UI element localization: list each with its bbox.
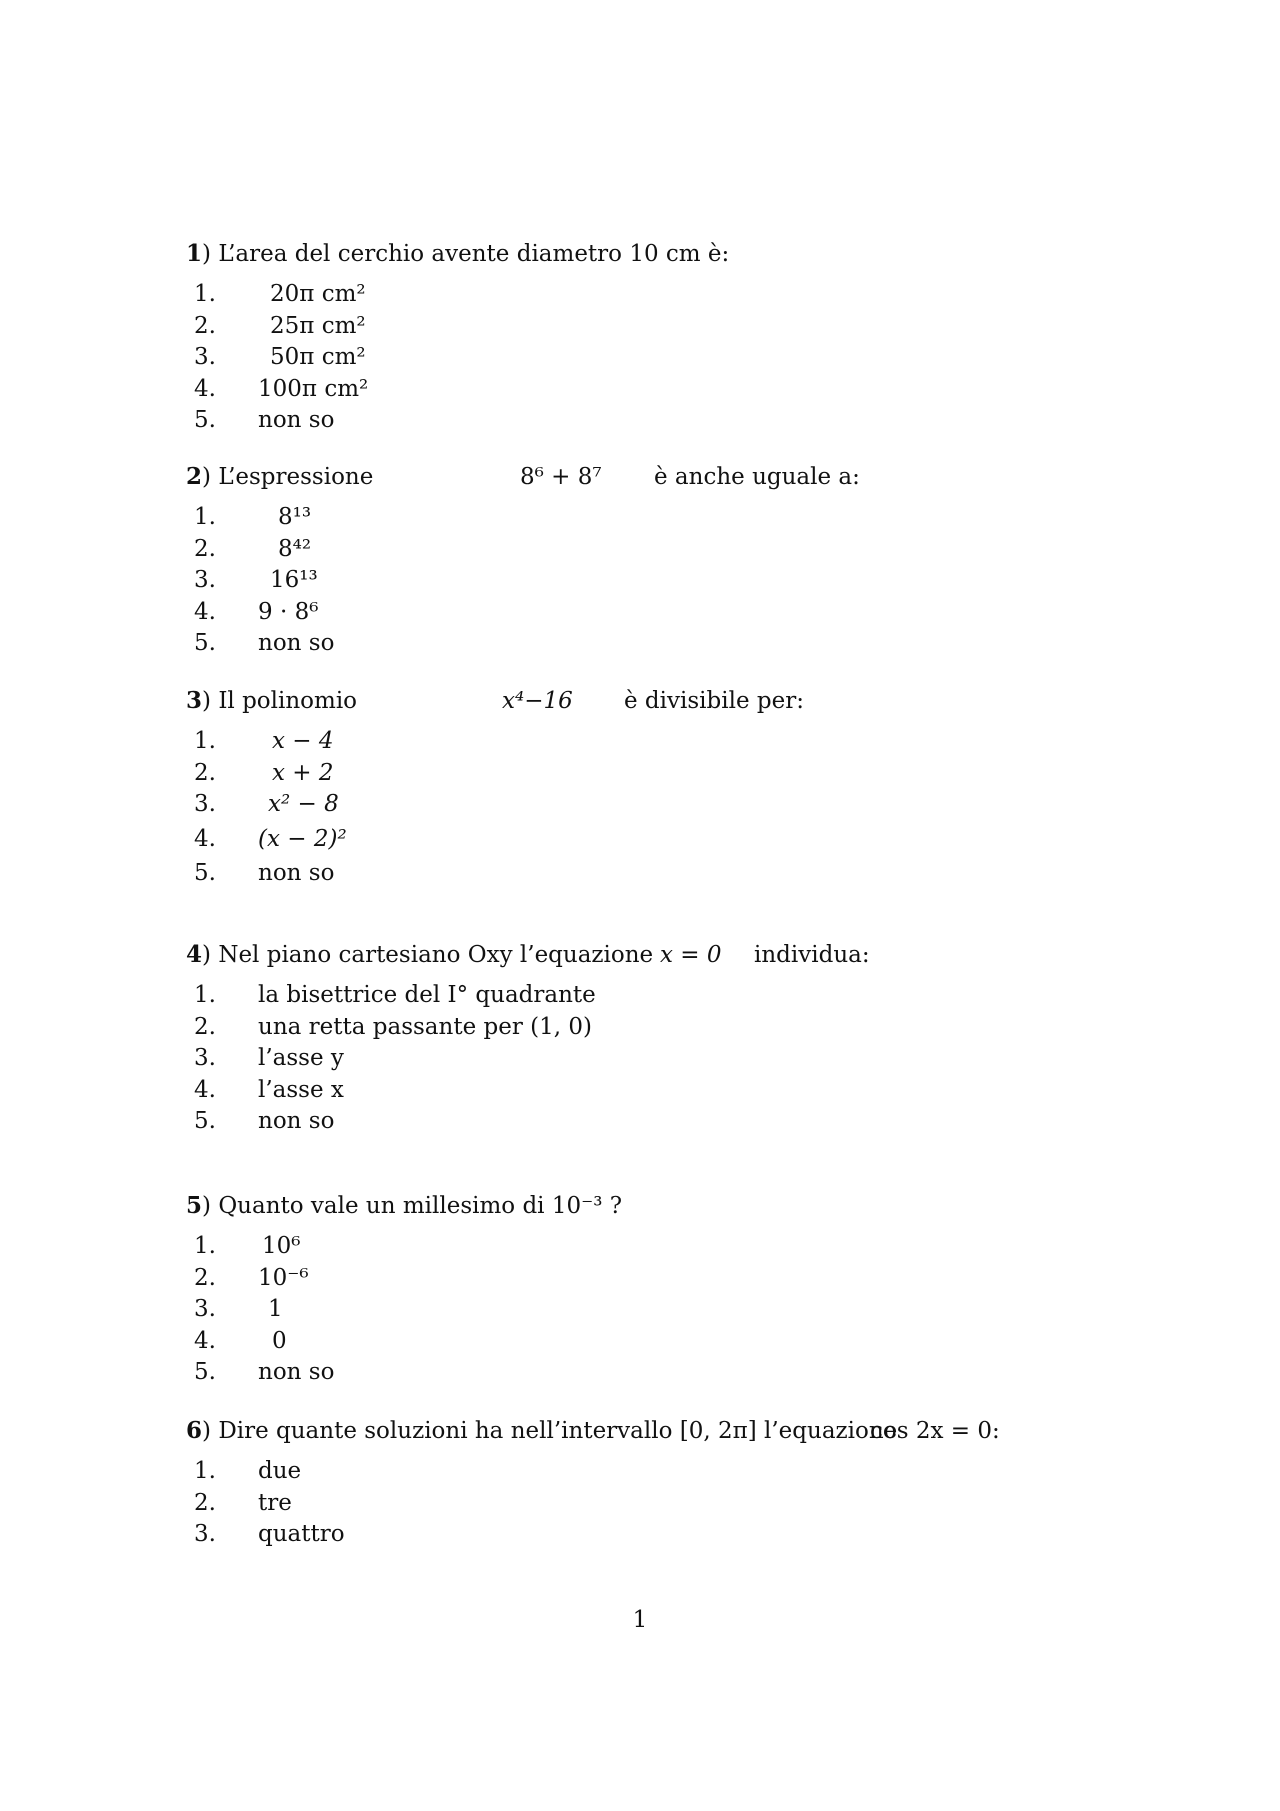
question-text: Quanto vale un millesimo di 10⁻³ ? <box>218 1193 623 1219</box>
option-list <box>186 726 1086 889</box>
question-number: 4 <box>186 941 203 968</box>
option-list <box>186 1231 1086 1389</box>
question-1 <box>186 237 1086 437</box>
question-text: L’area del cerchio avente diametro 10 cm è: <box>218 241 730 267</box>
option-item: 3. 1 <box>194 1296 283 1322</box>
option-item: 2. 10⁻⁶ <box>194 1264 309 1291</box>
option-item: 4. l’asse x <box>194 1076 344 1103</box>
question-6-stem: 6) Dire quante soluzioni ha nell’intervallo [0, 2π] l’equazione cos 2x = 0: <box>186 1414 1086 1448</box>
page-number: 1 <box>632 1607 648 1633</box>
question-text: Dire quante soluzioni ha nell’intervallo [0, 2π] l’equazione <box>218 1418 898 1444</box>
option-item: 1. 20π cm² <box>194 281 366 307</box>
option-item: 3. 50π cm² <box>194 344 366 370</box>
question-4-stem: 4) Nel piano cartesiano Oxy l’equazione x = 0 individua: <box>186 938 1086 972</box>
option-list <box>186 279 1086 437</box>
question-math: x⁴−16 <box>502 688 573 714</box>
option-item: 4. 9 · 8⁶ <box>194 598 319 625</box>
question-3-stem: 3) Il polinomio x⁴−16 è divisibile per: <box>186 684 1086 718</box>
question-text: L’espressione <box>218 464 374 490</box>
question-5 <box>186 1189 1086 1389</box>
question-2-stem: 2) L’espressione 8⁶ + 8⁷ è anche uguale a: <box>186 460 1086 494</box>
question-math: x = 0 <box>660 942 722 968</box>
question-4 <box>186 938 1086 1138</box>
question-math: 8⁶ + 8⁷ <box>520 464 602 490</box>
option-item: 1. la bisettrice del I° quadrante <box>194 982 596 1008</box>
option-item: 1. due <box>194 1458 302 1484</box>
option-item: 4. 0 <box>194 1327 287 1354</box>
option-item: 1. 8¹³ <box>194 504 312 530</box>
option-item: 3. 16¹³ <box>194 567 318 593</box>
question-text: Il polinomio <box>218 688 358 714</box>
option-item: 4. (x − 2)² <box>194 825 347 852</box>
question-number: 1 <box>186 240 203 267</box>
question-text-after: individua: <box>754 942 870 968</box>
option-list <box>186 980 1086 1138</box>
option-item: 2. 8⁴² <box>194 535 312 562</box>
option-item: 3. quattro <box>194 1521 345 1547</box>
option-list <box>186 502 1086 660</box>
question-text: Nel piano cartesiano Oxy l’equazione <box>218 942 654 968</box>
question-6 <box>186 1414 1086 1551</box>
question-text-after: è anche uguale a: <box>654 464 860 490</box>
option-item: 3. x² − 8 <box>194 791 339 817</box>
option-item: 2. x + 2 <box>194 759 334 786</box>
question-text-after: è divisibile per: <box>624 688 804 714</box>
question-3 <box>186 684 1086 889</box>
option-item: 5. non so <box>194 407 335 433</box>
option-item: 3. l’asse y <box>194 1045 344 1071</box>
question-1-stem: 1) L’area del cerchio avente diametro 10 cm è: <box>186 240 730 267</box>
option-item: 2. una retta passante per (1, 0) <box>194 1013 592 1040</box>
question-number: 2 <box>186 463 203 490</box>
question-number: 6 <box>186 1417 203 1444</box>
option-item: 1. x − 4 <box>194 728 334 754</box>
question-5-stem: 5) Quanto vale un millesimo di 10⁻³ ? <box>186 1192 623 1219</box>
question-number: 3 <box>186 687 203 714</box>
option-list <box>186 1456 1086 1551</box>
option-item: 2. 25π cm² <box>194 312 366 339</box>
question-math: cos 2x = 0: <box>870 1418 1000 1444</box>
option-item: 5. non so <box>194 630 335 656</box>
option-item: 2. tre <box>194 1489 292 1516</box>
question-2 <box>186 460 1086 660</box>
option-item: 5. non so <box>194 1359 335 1385</box>
option-item: 1. 10⁶ <box>194 1233 301 1259</box>
option-item: 5. non so <box>194 1108 335 1134</box>
option-item: 5. non so <box>194 859 335 886</box>
option-item: 4. 100π cm² <box>194 375 369 402</box>
question-number: 5 <box>186 1192 203 1219</box>
